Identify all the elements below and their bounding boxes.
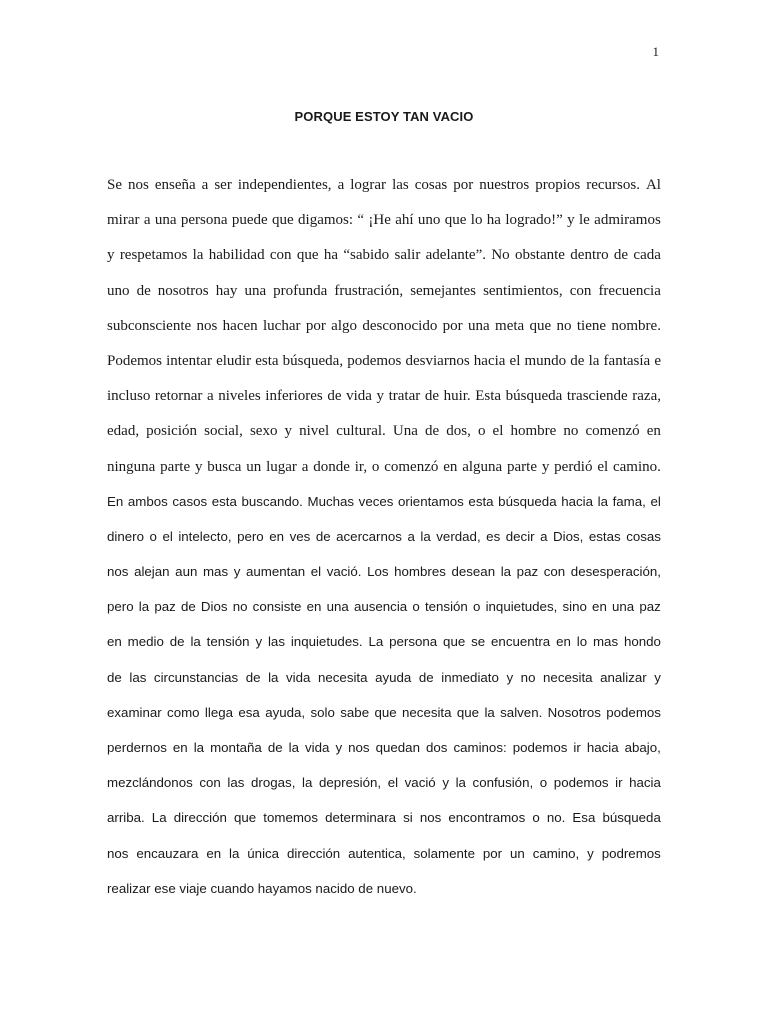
paragraph-line: incluso retornar a niveles inferiores de vida y tratar de huir. Esta búsqueda trasciende raza, xyxy=(107,388,661,405)
page-number: 1 xyxy=(652,44,659,59)
paragraph-line: subconsciente nos hacen luchar por algo desconocido por una meta que no tiene nombre. xyxy=(107,317,661,334)
paragraph-line: en medio de la tensión y las inquietudes. La persona que se encuentra en lo mas hondo xyxy=(107,634,661,650)
paragraph-line: y respetamos la habilidad con que ha “sabido salir adelante”. No obstante dentro de cada xyxy=(107,247,661,264)
paragraph-line: edad, posición social, sexo y nivel cultural. Una de dos, o el hombre no comenzó en xyxy=(107,423,661,440)
paragraph-line: realizar ese viaje cuando hayamos nacido de nuevo. xyxy=(107,880,417,896)
page-title: PORQUE ESTOY TAN VACIO xyxy=(294,109,474,124)
paragraph-line: Podemos intentar eludir esta búsqueda, podemos desviarnos hacia el mundo de la fantasía e xyxy=(107,352,661,369)
paragraph-line: pero la paz de Dios no consiste en una ausencia o tensión o inquietudes, sino en una paz xyxy=(107,599,661,615)
paragraph-line: Se nos enseña a ser independientes, a lograr las cosas por nuestros propios recursos. Al xyxy=(107,177,661,193)
paragraph-line: ninguna parte y busca un lugar a donde ir, o comenzó en alguna parte y perdió el camino. xyxy=(107,458,661,475)
paragraph-line: En ambos casos esta buscando. Muchas veces orientamos esta búsqueda hacia la fama, el xyxy=(107,493,661,509)
body-paragraph xyxy=(107,172,661,911)
paragraph-line: dinero o el intelecto, pero en ves de acercarnos a la verdad, es decir a Dios, estas cosas xyxy=(107,528,661,544)
paragraph-line: perdernos en la montaña de la vida y nos quedan dos caminos: podemos ir hacia abajo, xyxy=(107,740,661,755)
paragraph-line: uno de nosotros hay una profunda frustración, semejantes sentimientos, con frecuencia xyxy=(107,282,661,299)
paragraph-line: nos alejan aun mas y aumentan el vació. Los hombres desean la paz con desesperación, xyxy=(107,564,661,580)
paragraph-line: nos encauzara en la única dirección autentica, solamente por un camino, y podremos xyxy=(107,845,661,861)
paragraph-line: de las circunstancias de la vida necesita ayuda de inmediato y no necesita analizar y xyxy=(107,669,661,685)
paragraph-line: examinar como llega esa ayuda, solo sabe que necesita que la salven. Nosotros podemos xyxy=(107,704,661,720)
paragraph-line: mirar a una persona puede que digamos: “ ¡He ahí uno que lo ha logrado!” y le admiramos xyxy=(107,212,661,229)
paragraph-line: arriba. La dirección que tomemos determinara si nos encontramos o no. Esa búsqueda xyxy=(107,810,661,826)
paragraph-line: mezclándonos con las drogas, la depresión, el vació y la confusión, o podemos ir hacia xyxy=(107,775,661,791)
